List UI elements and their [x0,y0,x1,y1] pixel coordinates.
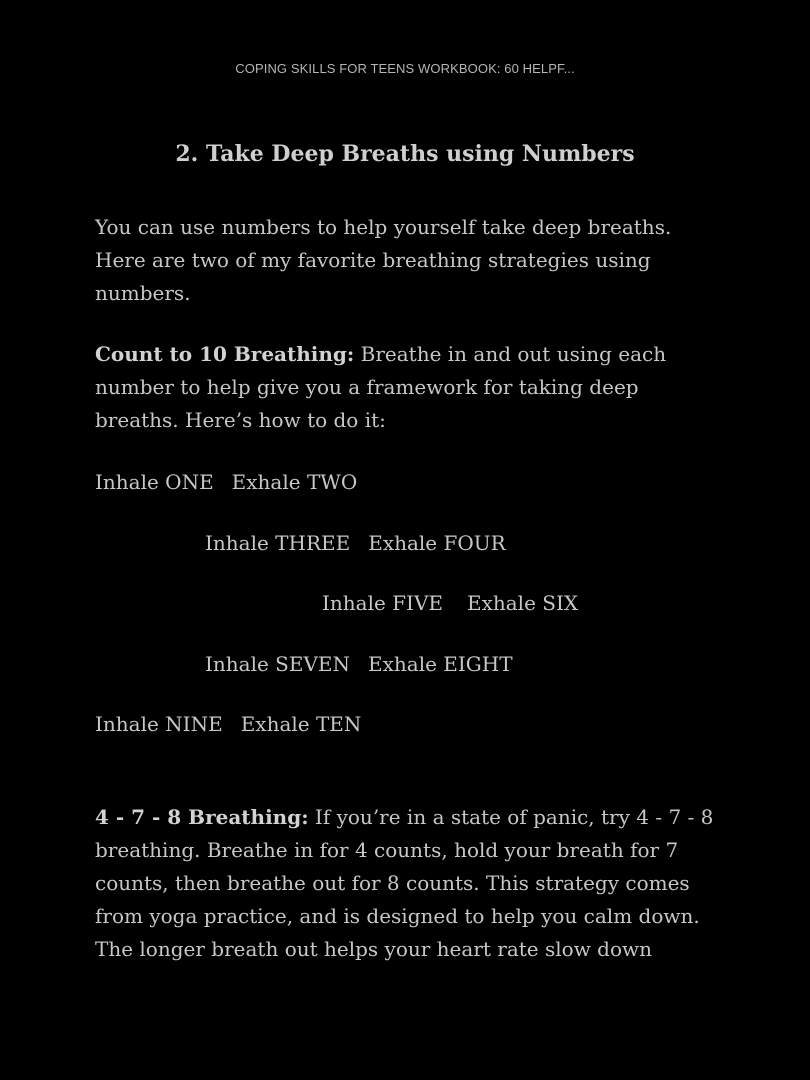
exhale-text: Exhale TEN [240,712,362,736]
count-to-10-label: Count to 10 Breathing: [95,342,355,366]
exhale-text: Exhale EIGHT [368,652,513,676]
exhale-text: Exhale FOUR [368,531,506,555]
inhale-text: Inhale THREE [205,531,351,555]
inhale-text: Inhale SEVEN [205,652,351,676]
count-line [95,709,361,739]
count-line [95,467,357,497]
section-heading: 2. Take Deep Breaths using Numbers [175,141,635,167]
four-seven-eight-label: 4 - 7 - 8 Breathing: [95,805,309,829]
count-line [322,588,578,618]
count-to-10-paragraph [95,338,725,437]
intro-paragraph: You can use numbers to help yourself take deep breaths. Here are two of my favorite breathing strategies using numbers. [95,215,672,305]
exhale-text: Exhale SIX [467,591,579,615]
inhale-text: Inhale FIVE [322,591,443,615]
exhale-text: Exhale TWO [231,470,358,494]
inhale-text: Inhale ONE [95,470,214,494]
four-seven-eight-text: If you’re in a state of panic, try 4 - 7 - 8 breathing. Breathe in for 4 counts, hold your breath for 7 counts, then breathe out for 8 counts. This strategy comes from yoga practice, and is designed to help you calm down. The longer breath out helps your heart rate slow down [95,805,714,961]
inhale-text: Inhale NINE [95,712,223,736]
count-to-10-text: Breathe in and out using each number to help give you a framework for taking deep breaths. Here’s how to do it: [95,342,667,432]
count-line [205,649,513,679]
running-header-book-title: COPING SKILLS FOR TEENS WORKBOOK: 60 HELPF... [235,61,575,76]
count-line [205,528,506,558]
four-seven-eight-paragraph [95,801,725,966]
